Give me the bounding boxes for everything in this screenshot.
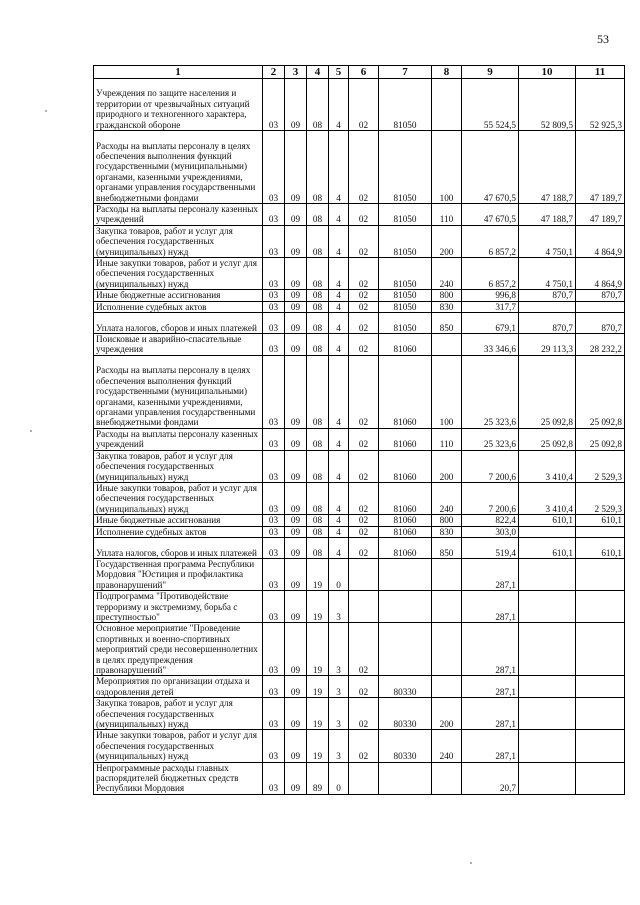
amount-year2-cell: 25 092,8 bbox=[519, 428, 576, 450]
direction-code-cell: 81050 bbox=[379, 301, 432, 312]
subprogram-code-cell: 4 bbox=[329, 225, 349, 257]
program-code-cell: 19 bbox=[307, 730, 329, 762]
program-code-cell: 08 bbox=[307, 482, 329, 514]
amount-year1-cell: 7 200,6 bbox=[462, 450, 519, 482]
expense-type-cell bbox=[432, 558, 462, 590]
table-row bbox=[94, 258, 625, 290]
program-code-cell: 08 bbox=[307, 313, 329, 334]
table-row bbox=[94, 482, 625, 514]
amount-year2-cell: 870,7 bbox=[519, 290, 576, 301]
subprogram-code-cell: 3 bbox=[329, 698, 349, 730]
program-code-cell: 08 bbox=[307, 450, 329, 482]
subsection-code-cell: 09 bbox=[285, 482, 307, 514]
direction-code-cell: 81060 bbox=[379, 355, 432, 428]
row-name-cell: Закупка товаров, работ и услуг для обеспечения государственных (муниципальных) нужд bbox=[94, 698, 263, 730]
amount-year1-cell: 303,0 bbox=[462, 526, 519, 537]
row-name-cell: Государственная программа Республики Мордовия "Юстиция и профилактика правонарушений" bbox=[94, 558, 263, 590]
subsection-code-cell: 09 bbox=[285, 558, 307, 590]
column-header: 5 bbox=[329, 66, 349, 79]
row-name-cell: Иные закупки товаров, работ и услуг для обеспечения государственных (муниципальных) нужд bbox=[94, 730, 263, 762]
amount-year2-cell bbox=[519, 762, 576, 794]
event-code-cell: 02 bbox=[349, 698, 379, 730]
amount-year1-cell: 287,1 bbox=[462, 698, 519, 730]
section-code-cell: 03 bbox=[263, 558, 285, 590]
column-header: 8 bbox=[432, 66, 462, 79]
subprogram-code-cell: 4 bbox=[329, 204, 349, 226]
event-code-cell: 02 bbox=[349, 355, 379, 428]
expense-type-cell: 100 bbox=[432, 131, 462, 204]
program-code-cell: 19 bbox=[307, 591, 329, 623]
expense-type-cell: 100 bbox=[432, 355, 462, 428]
amount-year3-cell: 25 092,8 bbox=[576, 355, 625, 428]
direction-code-cell: 81060 bbox=[379, 537, 432, 558]
row-name-cell: Иные закупки товаров, работ и услуг для обеспечения государственных (муниципальных) нужд bbox=[94, 482, 263, 514]
subsection-code-cell: 09 bbox=[285, 698, 307, 730]
direction-code-cell: 80330 bbox=[379, 676, 432, 698]
event-code-cell: 02 bbox=[349, 482, 379, 514]
amount-year1-cell: 47 670,5 bbox=[462, 131, 519, 204]
table-body bbox=[94, 79, 625, 795]
program-code-cell: 08 bbox=[307, 131, 329, 204]
section-code-cell: 03 bbox=[263, 623, 285, 676]
program-code-cell: 08 bbox=[307, 225, 329, 257]
amount-year1-cell: 287,1 bbox=[462, 676, 519, 698]
amount-year1-cell: 25 323,6 bbox=[462, 428, 519, 450]
subsection-code-cell: 09 bbox=[285, 204, 307, 226]
row-name-cell: Закупка товаров, работ и услуг для обеспечения государственных (муниципальных) нужд bbox=[94, 450, 263, 482]
subprogram-code-cell: 4 bbox=[329, 258, 349, 290]
event-code-cell: 02 bbox=[349, 334, 379, 356]
expense-type-cell: 200 bbox=[432, 450, 462, 482]
subsection-code-cell: 09 bbox=[285, 79, 307, 131]
table-row bbox=[94, 730, 625, 762]
section-code-cell: 03 bbox=[263, 290, 285, 301]
expense-type-cell bbox=[432, 334, 462, 356]
event-code-cell: 02 bbox=[349, 623, 379, 676]
expense-type-cell: 240 bbox=[432, 258, 462, 290]
amount-year1-cell: 519,4 bbox=[462, 537, 519, 558]
direction-code-cell: 81050 bbox=[379, 131, 432, 204]
expense-type-cell: 800 bbox=[432, 515, 462, 526]
program-code-cell: 08 bbox=[307, 515, 329, 526]
scan-speck bbox=[30, 430, 32, 432]
subsection-code-cell: 09 bbox=[285, 762, 307, 794]
event-code-cell bbox=[349, 591, 379, 623]
expense-type-cell bbox=[432, 676, 462, 698]
direction-code-cell: 81060 bbox=[379, 526, 432, 537]
row-name-cell: Непрограммные расходы главных распорядителей бюджетных средств Республики Мордовия bbox=[94, 762, 263, 794]
expense-type-cell: 850 bbox=[432, 537, 462, 558]
event-code-cell: 02 bbox=[349, 204, 379, 226]
row-name-cell: Закупка товаров, работ и услуг для обеспечения государственных (муниципальных) нужд bbox=[94, 225, 263, 257]
direction-code-cell bbox=[379, 623, 432, 676]
program-code-cell: 08 bbox=[307, 355, 329, 428]
column-header: 6 bbox=[349, 66, 379, 79]
amount-year3-cell bbox=[576, 698, 625, 730]
row-name-cell: Расходы на выплаты персоналу в целях обеспечения выполнения функций государственными (муниципальными) органами, казенными учреждениями, органами управления государственными внебюджетными фондами bbox=[94, 355, 263, 428]
subprogram-code-cell: 3 bbox=[329, 623, 349, 676]
amount-year1-cell: 6 857,2 bbox=[462, 258, 519, 290]
amount-year2-cell: 25 092,8 bbox=[519, 355, 576, 428]
subsection-code-cell: 09 bbox=[285, 591, 307, 623]
subsection-code-cell: 09 bbox=[285, 515, 307, 526]
column-header: 9 bbox=[462, 66, 519, 79]
scan-speck bbox=[470, 862, 472, 864]
amount-year2-cell bbox=[519, 526, 576, 537]
row-name-cell: Мероприятия по организации отдыха и оздоровления детей bbox=[94, 676, 263, 698]
amount-year2-cell: 3 410,4 bbox=[519, 482, 576, 514]
column-header: 2 bbox=[263, 66, 285, 79]
subprogram-code-cell: 4 bbox=[329, 515, 349, 526]
program-code-cell: 08 bbox=[307, 290, 329, 301]
amount-year2-cell: 3 410,4 bbox=[519, 450, 576, 482]
subsection-code-cell: 09 bbox=[285, 334, 307, 356]
table-row bbox=[94, 301, 625, 312]
event-code-cell: 02 bbox=[349, 79, 379, 131]
expense-type-cell: 200 bbox=[432, 225, 462, 257]
amount-year1-cell: 287,1 bbox=[462, 623, 519, 676]
expense-type-cell: 240 bbox=[432, 482, 462, 514]
event-code-cell: 02 bbox=[349, 301, 379, 312]
amount-year2-cell: 4 750,1 bbox=[519, 225, 576, 257]
table-row bbox=[94, 515, 625, 526]
section-code-cell: 03 bbox=[263, 676, 285, 698]
row-name-cell: Уплата налогов, сборов и иных платежей bbox=[94, 537, 263, 558]
subprogram-code-cell: 4 bbox=[329, 450, 349, 482]
amount-year1-cell: 20,7 bbox=[462, 762, 519, 794]
subprogram-code-cell: 3 bbox=[329, 730, 349, 762]
amount-year2-cell: 610,1 bbox=[519, 537, 576, 558]
section-code-cell: 03 bbox=[263, 450, 285, 482]
event-code-cell: 02 bbox=[349, 131, 379, 204]
amount-year3-cell: 2 529,3 bbox=[576, 482, 625, 514]
subprogram-code-cell: 4 bbox=[329, 290, 349, 301]
subsection-code-cell: 09 bbox=[285, 526, 307, 537]
expense-type-cell: 200 bbox=[432, 698, 462, 730]
row-name-cell: Подпрограмма "Противодействие терроризму и экстремизму, борьба с преступностью" bbox=[94, 591, 263, 623]
amount-year2-cell bbox=[519, 730, 576, 762]
subsection-code-cell: 09 bbox=[285, 355, 307, 428]
row-name-cell: Исполнение судебных актов bbox=[94, 301, 263, 312]
subprogram-code-cell: 4 bbox=[329, 334, 349, 356]
table-row bbox=[94, 537, 625, 558]
subprogram-code-cell: 4 bbox=[329, 482, 349, 514]
amount-year2-cell: 47 188,7 bbox=[519, 204, 576, 226]
table-row bbox=[94, 355, 625, 428]
section-code-cell: 03 bbox=[263, 698, 285, 730]
amount-year3-cell: 2 529,3 bbox=[576, 450, 625, 482]
column-header: 3 bbox=[285, 66, 307, 79]
table-row bbox=[94, 428, 625, 450]
program-code-cell: 19 bbox=[307, 676, 329, 698]
row-name-cell: Расходы на выплаты персоналу казенных учреждений bbox=[94, 204, 263, 226]
amount-year3-cell bbox=[576, 762, 625, 794]
section-code-cell: 03 bbox=[263, 526, 285, 537]
amount-year3-cell: 4 864,9 bbox=[576, 258, 625, 290]
section-code-cell: 03 bbox=[263, 79, 285, 131]
section-code-cell: 03 bbox=[263, 537, 285, 558]
amount-year3-cell bbox=[576, 591, 625, 623]
event-code-cell: 02 bbox=[349, 225, 379, 257]
row-name-cell: Иные бюджетные ассигнования bbox=[94, 290, 263, 301]
amount-year3-cell: 4 864,9 bbox=[576, 225, 625, 257]
amount-year2-cell: 610,1 bbox=[519, 515, 576, 526]
subprogram-code-cell: 4 bbox=[329, 313, 349, 334]
direction-code-cell: 81060 bbox=[379, 428, 432, 450]
row-name-cell: Основное мероприятие "Проведение спортивных и военно-спортивных мероприятий среди несовершеннолетних в целях предупреждения правонарушений" bbox=[94, 623, 263, 676]
program-code-cell: 19 bbox=[307, 623, 329, 676]
amount-year2-cell bbox=[519, 301, 576, 312]
expense-type-cell: 850 bbox=[432, 313, 462, 334]
table-row bbox=[94, 450, 625, 482]
expense-type-cell: 800 bbox=[432, 290, 462, 301]
amount-year1-cell: 287,1 bbox=[462, 558, 519, 590]
table-row bbox=[94, 526, 625, 537]
amount-year1-cell: 287,1 bbox=[462, 591, 519, 623]
table-row bbox=[94, 762, 625, 794]
amount-year2-cell: 870,7 bbox=[519, 313, 576, 334]
column-header: 1 bbox=[94, 66, 263, 79]
amount-year1-cell: 822,4 bbox=[462, 515, 519, 526]
section-code-cell: 03 bbox=[263, 730, 285, 762]
amount-year3-cell: 870,7 bbox=[576, 290, 625, 301]
amount-year2-cell bbox=[519, 698, 576, 730]
program-code-cell: 08 bbox=[307, 334, 329, 356]
table-row bbox=[94, 225, 625, 257]
expense-type-cell: 110 bbox=[432, 204, 462, 226]
row-name-cell: Расходы на выплаты персоналу в целях обеспечения выполнения функций государственными (муниципальными) органами, казенными учреждениями, органами управления государственными внебюджетными фондами bbox=[94, 131, 263, 204]
amount-year2-cell: 52 809,5 bbox=[519, 79, 576, 131]
amount-year3-cell: 47 189,7 bbox=[576, 204, 625, 226]
section-code-cell: 03 bbox=[263, 204, 285, 226]
column-header: 4 bbox=[307, 66, 329, 79]
subsection-code-cell: 09 bbox=[285, 537, 307, 558]
section-code-cell: 03 bbox=[263, 225, 285, 257]
event-code-cell: 02 bbox=[349, 515, 379, 526]
direction-code-cell: 81050 bbox=[379, 225, 432, 257]
amount-year3-cell bbox=[576, 730, 625, 762]
row-name-cell: Иные бюджетные ассигнования bbox=[94, 515, 263, 526]
subsection-code-cell: 09 bbox=[285, 225, 307, 257]
expense-type-cell bbox=[432, 762, 462, 794]
event-code-cell: 02 bbox=[349, 258, 379, 290]
table-row bbox=[94, 290, 625, 301]
amount-year3-cell: 25 092,8 bbox=[576, 428, 625, 450]
subsection-code-cell: 09 bbox=[285, 730, 307, 762]
section-code-cell: 03 bbox=[263, 355, 285, 428]
amount-year1-cell: 317,7 bbox=[462, 301, 519, 312]
amount-year1-cell: 47 670,5 bbox=[462, 204, 519, 226]
expense-type-cell: 110 bbox=[432, 428, 462, 450]
subprogram-code-cell: 4 bbox=[329, 131, 349, 204]
subsection-code-cell: 09 bbox=[285, 450, 307, 482]
row-name-cell: Иные закупки товаров, работ и услуг для обеспечения государственных (муниципальных) нужд bbox=[94, 258, 263, 290]
amount-year1-cell: 55 524,5 bbox=[462, 79, 519, 131]
subprogram-code-cell: 4 bbox=[329, 79, 349, 131]
amount-year1-cell: 7 200,6 bbox=[462, 482, 519, 514]
subsection-code-cell: 09 bbox=[285, 301, 307, 312]
row-name-cell: Поисковые и аварийно-спасательные учреждения bbox=[94, 334, 263, 356]
amount-year2-cell bbox=[519, 558, 576, 590]
section-code-cell: 03 bbox=[263, 591, 285, 623]
amount-year3-cell bbox=[576, 676, 625, 698]
subprogram-code-cell: 4 bbox=[329, 526, 349, 537]
section-code-cell: 03 bbox=[263, 428, 285, 450]
expense-type-cell: 830 bbox=[432, 526, 462, 537]
direction-code-cell bbox=[379, 762, 432, 794]
subsection-code-cell: 09 bbox=[285, 623, 307, 676]
column-header: 7 bbox=[379, 66, 432, 79]
direction-code-cell: 81060 bbox=[379, 515, 432, 526]
event-code-cell: 02 bbox=[349, 450, 379, 482]
section-code-cell: 03 bbox=[263, 258, 285, 290]
direction-code-cell bbox=[379, 591, 432, 623]
direction-code-cell: 81050 bbox=[379, 313, 432, 334]
amount-year1-cell: 679,1 bbox=[462, 313, 519, 334]
row-name-cell: Расходы на выплаты персоналу казенных учреждений bbox=[94, 428, 263, 450]
section-code-cell: 03 bbox=[263, 482, 285, 514]
amount-year3-cell: 52 925,3 bbox=[576, 79, 625, 131]
event-code-cell: 02 bbox=[349, 290, 379, 301]
subprogram-code-cell: 4 bbox=[329, 355, 349, 428]
program-code-cell: 08 bbox=[307, 258, 329, 290]
table-row bbox=[94, 131, 625, 204]
subprogram-code-cell: 3 bbox=[329, 591, 349, 623]
row-name-cell: Уплата налогов, сборов и иных платежей bbox=[94, 313, 263, 334]
expense-type-cell: 830 bbox=[432, 301, 462, 312]
expense-type-cell bbox=[432, 623, 462, 676]
amount-year3-cell: 610,1 bbox=[576, 515, 625, 526]
table-row bbox=[94, 204, 625, 226]
amount-year2-cell bbox=[519, 591, 576, 623]
table-header-row bbox=[94, 66, 625, 79]
subprogram-code-cell: 4 bbox=[329, 428, 349, 450]
subsection-code-cell: 09 bbox=[285, 428, 307, 450]
event-code-cell: 02 bbox=[349, 676, 379, 698]
direction-code-cell: 81060 bbox=[379, 482, 432, 514]
section-code-cell: 03 bbox=[263, 334, 285, 356]
budget-table bbox=[93, 65, 625, 795]
direction-code-cell: 81060 bbox=[379, 334, 432, 356]
event-code-cell: 02 bbox=[349, 730, 379, 762]
event-code-cell bbox=[349, 558, 379, 590]
program-code-cell: 08 bbox=[307, 537, 329, 558]
amount-year2-cell: 29 113,3 bbox=[519, 334, 576, 356]
program-code-cell: 08 bbox=[307, 526, 329, 537]
expense-type-cell bbox=[432, 79, 462, 131]
amount-year3-cell: 870,7 bbox=[576, 313, 625, 334]
event-code-cell: 02 bbox=[349, 537, 379, 558]
row-name-cell: Учреждения по защите населения и территории от чрезвычайных ситуаций природного и техногенного характера, гражданской обороне bbox=[94, 79, 263, 131]
subprogram-code-cell: 4 bbox=[329, 301, 349, 312]
section-code-cell: 03 bbox=[263, 762, 285, 794]
page-number: 53 bbox=[597, 32, 609, 46]
program-code-cell: 08 bbox=[307, 301, 329, 312]
section-code-cell: 03 bbox=[263, 515, 285, 526]
scan-speck bbox=[45, 110, 47, 112]
subsection-code-cell: 09 bbox=[285, 258, 307, 290]
table-row bbox=[94, 591, 625, 623]
program-code-cell: 08 bbox=[307, 204, 329, 226]
amount-year2-cell bbox=[519, 676, 576, 698]
amount-year1-cell: 33 346,6 bbox=[462, 334, 519, 356]
table-row bbox=[94, 558, 625, 590]
table-row bbox=[94, 698, 625, 730]
table-row bbox=[94, 623, 625, 676]
program-code-cell: 08 bbox=[307, 79, 329, 131]
event-code-cell bbox=[349, 762, 379, 794]
column-header: 11 bbox=[576, 66, 625, 79]
program-code-cell: 19 bbox=[307, 558, 329, 590]
subsection-code-cell: 09 bbox=[285, 676, 307, 698]
amount-year3-cell: 28 232,2 bbox=[576, 334, 625, 356]
subprogram-code-cell: 0 bbox=[329, 558, 349, 590]
table-row bbox=[94, 676, 625, 698]
amount-year3-cell: 47 189,7 bbox=[576, 131, 625, 204]
section-code-cell: 03 bbox=[263, 301, 285, 312]
direction-code-cell bbox=[379, 558, 432, 590]
amount-year3-cell bbox=[576, 301, 625, 312]
event-code-cell: 02 bbox=[349, 428, 379, 450]
subprogram-code-cell: 3 bbox=[329, 676, 349, 698]
subprogram-code-cell: 4 bbox=[329, 537, 349, 558]
amount-year2-cell: 47 188,7 bbox=[519, 131, 576, 204]
column-header: 10 bbox=[519, 66, 576, 79]
direction-code-cell: 81050 bbox=[379, 79, 432, 131]
expense-type-cell: 240 bbox=[432, 730, 462, 762]
direction-code-cell: 80330 bbox=[379, 730, 432, 762]
direction-code-cell: 80330 bbox=[379, 698, 432, 730]
event-code-cell: 02 bbox=[349, 526, 379, 537]
amount-year3-cell bbox=[576, 623, 625, 676]
event-code-cell: 02 bbox=[349, 313, 379, 334]
amount-year2-cell bbox=[519, 623, 576, 676]
amount-year3-cell: 610,1 bbox=[576, 537, 625, 558]
direction-code-cell: 81060 bbox=[379, 450, 432, 482]
program-code-cell: 89 bbox=[307, 762, 329, 794]
direction-code-cell: 81050 bbox=[379, 290, 432, 301]
table-row bbox=[94, 79, 625, 131]
amount-year1-cell: 287,1 bbox=[462, 730, 519, 762]
section-code-cell: 03 bbox=[263, 131, 285, 204]
direction-code-cell: 81050 bbox=[379, 258, 432, 290]
amount-year1-cell: 996,8 bbox=[462, 290, 519, 301]
amount-year1-cell: 6 857,2 bbox=[462, 225, 519, 257]
program-code-cell: 19 bbox=[307, 698, 329, 730]
row-name-cell: Исполнение судебных актов bbox=[94, 526, 263, 537]
direction-code-cell: 81050 bbox=[379, 204, 432, 226]
table-row bbox=[94, 334, 625, 356]
amount-year3-cell bbox=[576, 526, 625, 537]
section-code-cell: 03 bbox=[263, 313, 285, 334]
expense-type-cell bbox=[432, 591, 462, 623]
table-row bbox=[94, 313, 625, 334]
subsection-code-cell: 09 bbox=[285, 131, 307, 204]
amount-year1-cell: 25 323,6 bbox=[462, 355, 519, 428]
subprogram-code-cell: 0 bbox=[329, 762, 349, 794]
amount-year2-cell: 4 750,1 bbox=[519, 258, 576, 290]
program-code-cell: 08 bbox=[307, 428, 329, 450]
subsection-code-cell: 09 bbox=[285, 290, 307, 301]
subsection-code-cell: 09 bbox=[285, 313, 307, 334]
amount-year3-cell bbox=[576, 558, 625, 590]
